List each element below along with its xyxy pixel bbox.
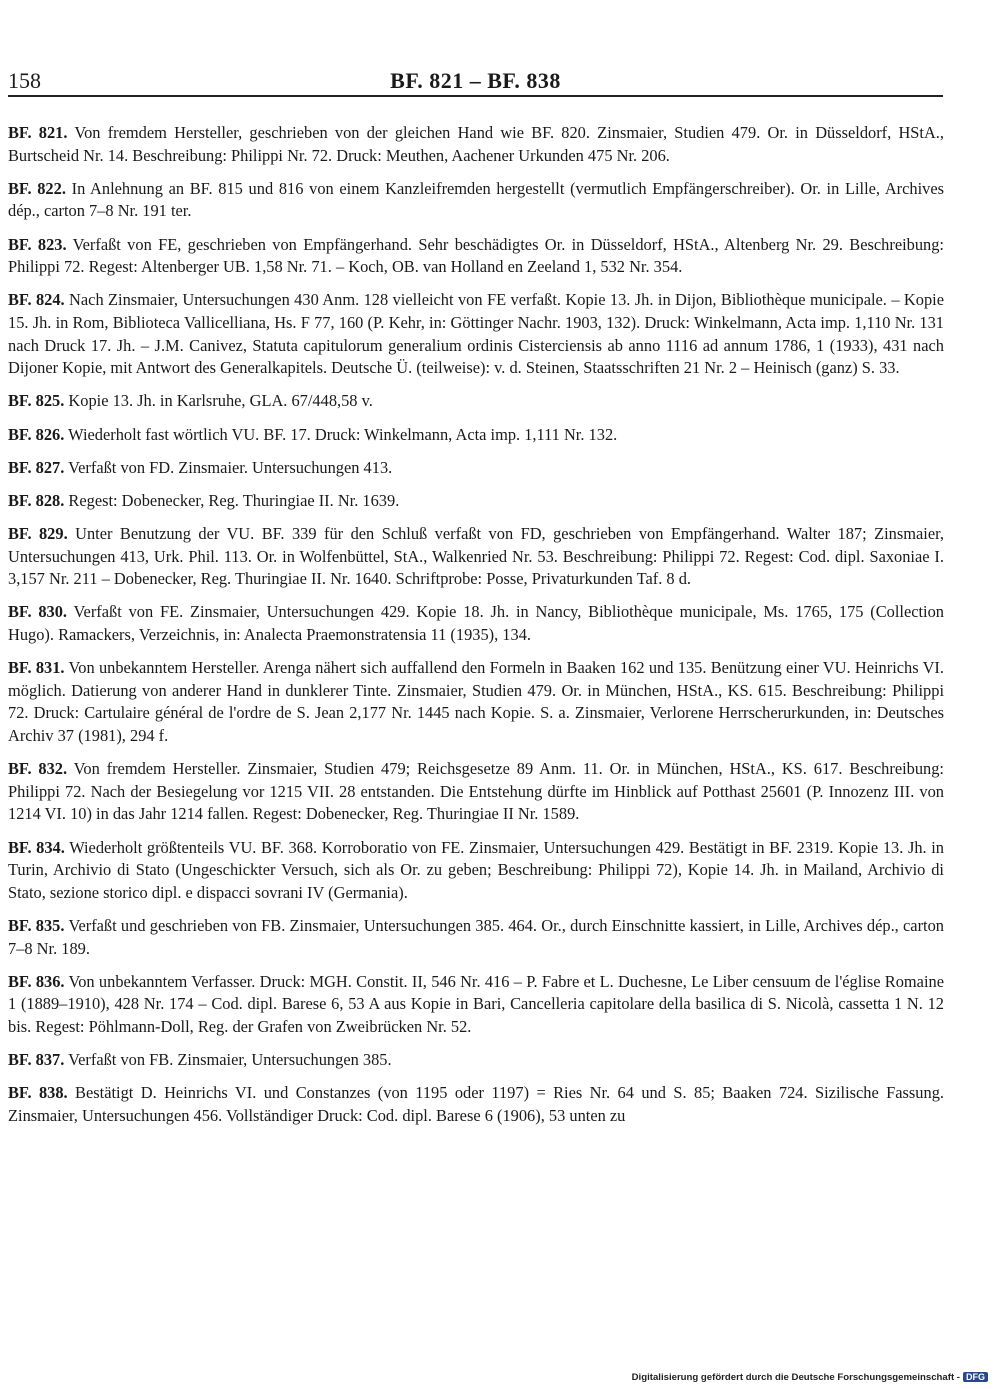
entry-id: BF. 832. [8, 759, 68, 779]
entry-bf-836 [8, 971, 944, 1039]
entry-text: Verfaßt von FB. Zinsmaier, Untersuchungen 385. [64, 1050, 392, 1070]
entry-text: Wiederholt größtenteils VU. BF. 368. Korroboratio von FE. Zinsmaier, Untersuchungen 429. Bestätigt in BF. 2319. Kopie 13. Jh. in Turin, Archivio di Stato (Ungeschickter Versuch, sich als Or. zu geben; Beschreibung: Philippi 72), Kopie 14. Jh. in Mailand, Archivio di Stato, sezione storico dipl. e dispacci sovrani IV (Germania). [8, 837, 945, 902]
entry-id: BF. 826. [8, 424, 65, 444]
dfg-logo: DFG [963, 1372, 988, 1382]
entry-text: Wiederholt fast wörtlich VU. BF. 17. Druck: Winkelmann, Acta imp. 1,111 Nr. 132. [64, 424, 618, 444]
entry-text: Von fremdem Hersteller. Zinsmaier, Studien 479; Reichsgesetze 89 Anm. 11. Or. in München, HStA., KS. 617. Beschreibung: Philippi 72. Nach der Besiegelung vor 1215 VII. 28 entstanden. Die Entstehung dürfte im Hinblick auf Potthast 25601 (P. Innozenz III. von 1214 VI. 10) in das Jahr 1214 fallen. Regest: Dobenecker, Reg. Thuringiae II Nr. 1589. [8, 759, 944, 824]
entry-id: BF. 834. [8, 837, 65, 857]
entry-bf-834 [8, 837, 944, 905]
entry-text: Verfaßt von FD. Zinsmaier. Untersuchungen 413. [64, 457, 393, 477]
entry-bf-830 [8, 601, 944, 646]
entry-id: BF. 822. [8, 178, 66, 198]
entry-text: Von fremdem Hersteller, geschrieben von der gleichen Hand wie BF. 820. Zinsmaier, Studien 479. Or. in Düsseldorf, HStA., Burtscheid Nr. 14. Beschreibung: Philippi Nr. 72. Druck: Meuthen, Aachener Urkunden 475 Nr. 206. [8, 123, 944, 165]
entry-id: BF. 827. [8, 457, 65, 477]
entry-bf-826 [8, 424, 944, 447]
header-rule [8, 95, 943, 97]
entry-bf-838 [8, 1082, 944, 1127]
entry-bf-822 [8, 178, 944, 223]
entry-id: BF. 835. [8, 915, 65, 935]
entry-bf-823 [8, 234, 944, 279]
entry-id: BF. 830. [8, 602, 68, 622]
entry-id: BF. 829. [8, 524, 68, 544]
entry-bf-831 [8, 657, 944, 747]
entry-id: BF. 825. [8, 391, 65, 411]
entry-text: Regest: Dobenecker, Reg. Thuringiae II. Nr. 1639. [64, 490, 400, 510]
page-header [8, 68, 943, 98]
entry-bf-837 [8, 1049, 944, 1072]
entry-id: BF. 828. [8, 490, 65, 510]
digitization-footer [632, 1372, 988, 1383]
entry-bf-832 [8, 758, 944, 826]
entry-text: Nach Zinsmaier, Untersuchungen 430 Anm. 128 vielleicht von FE verfaßt. Kopie 13. Jh. in Dijon, Bibliothèque municipale. – Kopie 15. Jh. in Rom, Biblioteca Vallicelliana, Hs. F 77, 160 (P. Kehr, in: Göttinger Nachr. 1903, 132). Druck: Winkelmann, Acta imp. 1,110 Nr. 131 nach Druck 17. Jh. – J.M. Canivez, Statuta capitulorum generalium ordinis Cisterciensis ab anno 1116 ad annum 1786, 1 (1933), 431 nach Dijoner Kopie, mit Antwort des Generalkapitels. Deutsche Ü. (teilweise): v. d. Steinen, Staatsschriften 21 Nr. 2 – Heinisch (ganz) S. 33. [8, 290, 944, 378]
entry-text: Kopie 13. Jh. in Karlsruhe, GLA. 67/448,58 v. [64, 391, 373, 411]
entry-text: Von unbekanntem Verfasser. Druck: MGH. Constit. II, 546 Nr. 416 – P. Fabre et L. Duchesne, Le Liber censuum de l'église Romaine 1 (1889–1910), 428 Nr. 174 – Cod. dipl. Barese 6, 53 A aus Kopie in Bari, Cancelleria capitolare della basilica di S. Nicolà, cassetta 1 N. 12 bis. Regest: Pöhlmann-Doll, Reg. der Grafen von Zweibrücken Nr. 52. [8, 971, 944, 1036]
entry-list [8, 122, 944, 1138]
entry-id: BF. 823. [8, 234, 67, 254]
footer-text: Digitalisierung gefördert durch die Deutsche Forschungsgemeinschaft - [631, 1372, 960, 1383]
entry-text: Von unbekanntem Hersteller. Arenga nähert sich auffallend den Formeln in Baaken 162 und 135. Benützung einer VU. Heinrichs VI. möglich. Datierung von anderer Hand in dunklerer Tinte. Zinsmaier, Studien 479. Or. in München, HStA., KS. 615. Beschreibung: Philippi 72. Druck: Cartulaire général de l'ordre de S. Jean 2,177 Nr. 1445 nach Kopie. S. a. Zinsmaier, Verlorene Herrscherurkunden, in: Deutsches Archiv 37 (1981), 294 f. [8, 658, 944, 745]
entry-text: Verfaßt von FE. Zinsmaier, Untersuchungen 429. Kopie 18. Jh. in Nancy, Bibliothèque municipale, Ms. 1765, 175 (Collection Hugo). Ramackers, Verzeichnis, in: Analecta Praemonstratensia 11 (1935), 134. [8, 602, 944, 645]
entry-bf-835 [8, 915, 944, 960]
entry-id: BF. 838. [8, 1083, 68, 1103]
entry-bf-828 [8, 490, 944, 513]
entry-bf-824 [8, 289, 944, 379]
entry-bf-827 [8, 457, 944, 480]
entry-bf-829 [8, 523, 944, 591]
page-number: 158 [8, 68, 41, 93]
entry-id: BF. 836. [8, 971, 65, 991]
entry-id: BF. 824. [8, 290, 65, 310]
entry-text: Bestätigt D. Heinrichs VI. und Constanzes (von 1195 oder 1197) = Ries Nr. 64 und S. 85; Baaken 724. Sizilische Fassung. Zinsmaier, Untersuchungen 456. Vollständiger Druck: Cod. dipl. Barese 6 (1906), 53 unten zu [8, 1083, 944, 1125]
entry-bf-825 [8, 390, 944, 413]
entry-text: Verfaßt und geschrieben von FB. Zinsmaier, Untersuchungen 385. 464. Or., durch Einschnitte kassiert, in Lille, Archives dép., carton 7–8 Nr. 189. [8, 915, 944, 958]
entry-id: BF. 831. [8, 658, 65, 678]
entry-text: Unter Benutzung der VU. BF. 339 für den Schluß verfaßt von FD, geschrieben von Empfängerhand. Walter 187; Zinsmaier, Untersuchungen 413, Urk. Phil. 113. Or. in Wolfenbüttel, StA., Walkenried Nr. 53. Beschreibung: Philippi 72. Regest: Cod. dipl. Saxoniae I. 3,157 Nr. 211 – Dobenecker, Reg. Thuringiae II. Nr. 1640. Schriftprobe: Posse, Privaturkunden Taf. 8 d. [8, 524, 945, 589]
running-title: BF. 821 – BF. 838 [390, 68, 561, 93]
entry-text: In Anlehnung an BF. 815 und 816 von einem Kanzleifremden hergestellt (vermutlich Empfängerschreiber). Or. in Lille, Archives dép., carton 7–8 Nr. 191 ter. [8, 178, 944, 221]
entry-text: Verfaßt von FE, geschrieben von Empfängerhand. Sehr beschädigtes Or. in Düsseldorf, HStA., Altenberg Nr. 29. Beschreibung: Philippi 72. Regest: Altenberger UB. 1,58 Nr. 71. – Koch, OB. van Holland en Zeeland 1, 532 Nr. 354. [8, 234, 944, 277]
entry-id: BF. 837. [8, 1050, 65, 1070]
entry-bf-821 [8, 122, 944, 167]
entry-id: BF. 821. [8, 123, 68, 142]
